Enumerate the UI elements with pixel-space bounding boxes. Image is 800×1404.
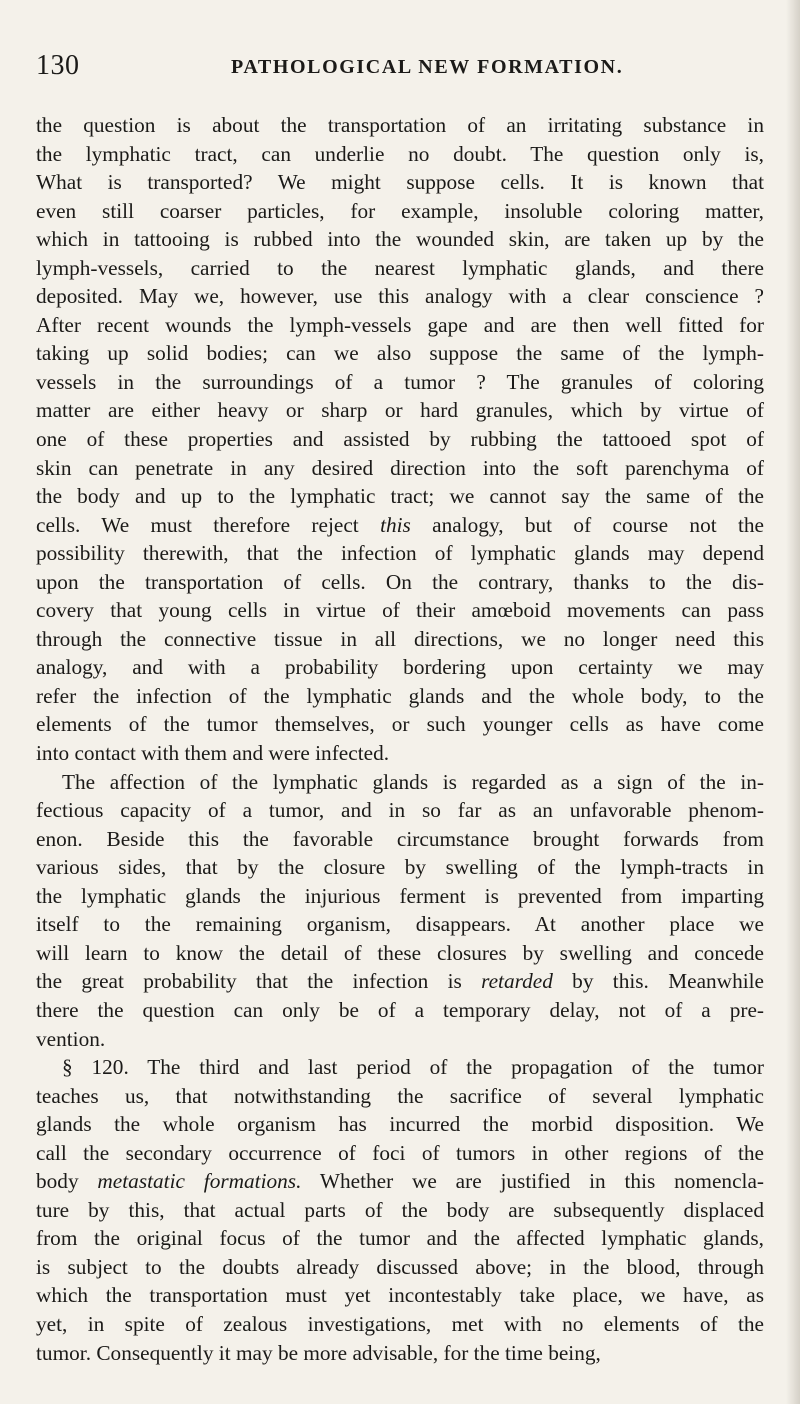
text-line: skin can penetrate in any desired direction into the soft parenchyma of (36, 455, 764, 480)
text-line: enon. Beside this the favorable circumstance brought forwards from (36, 826, 764, 851)
text-line: one of these properties and assisted by rubbing the tattooed spot of (36, 427, 764, 452)
text-line: into contact with them and were infected. (36, 741, 390, 766)
text-line (36, 967, 764, 996)
page-number: 130 (36, 50, 80, 81)
text-line: the lymphatic glands the injurious ferment is prevented from imparting (36, 883, 764, 908)
text-segment: cells. We must therefore reject (36, 512, 381, 537)
text-line: the body and up to the lymphatic tract; we cannot say the same of the (36, 484, 764, 509)
text-line: What is transported? We might suppose cells. It is known that (36, 170, 764, 195)
text-segment: the great probability that the infection is (36, 969, 482, 994)
text-line: is subject to the doubts already discussed above; in the blood, through (36, 1254, 764, 1279)
text-line: lymph-vessels, carried to the nearest lymphatic glands, and there (36, 255, 764, 280)
text-line: itself to the remaining organism, disappears. At another place we (36, 912, 764, 937)
text-segment: by this. Meanwhile (552, 969, 764, 994)
text-line: tumor. Consequently it may be more advisable, for the time being, (36, 1340, 601, 1365)
page-edge-shadow (786, 0, 800, 1404)
text-line: the lymphatic tract, can underlie no doubt. The question only is, (36, 141, 764, 166)
text-segment: Whether we are justified in this nomencla- (301, 1169, 764, 1194)
text-line: which the transportation must yet incontestably take place, we have, as (36, 1283, 764, 1308)
text-line: there the question can only be of a temporary delay, not of a pre- (36, 997, 764, 1022)
text-line: elements of the tumor themselves, or such younger cells as have come (36, 712, 764, 737)
text-line: will learn to know the detail of these closures by swelling and concede (36, 940, 764, 965)
text-line: through the connective tissue in all directions, we no longer need this (36, 626, 764, 651)
text-line: analogy, and with a probability bordering upon certainty we may (36, 655, 764, 680)
text-line: possibility therewith, that the infection of lymphatic glands may depend (36, 541, 764, 566)
text-line: vention. (36, 1026, 106, 1051)
text-line (36, 1167, 764, 1196)
text-line (36, 511, 764, 540)
text-line: various sides, that by the closure by swelling of the lymph-tracts in (36, 855, 764, 880)
text-line: vessels in the surroundings of a tumor ? The granules of coloring (36, 369, 764, 394)
italic-term: metastatic formations. (97, 1169, 302, 1194)
text-line: fectious capacity of a tumor, and in so far as an unfavorable phenom- (36, 798, 764, 823)
body-text (36, 111, 764, 1367)
running-title: PATHOLOGICAL NEW FORMATION. (231, 56, 624, 78)
text-line: glands the whole organism has incurred the morbid disposition. We (36, 1112, 764, 1137)
text-line: which in tattooing is rubbed into the wounded skin, are taken up by the (36, 227, 764, 252)
text-segment: analogy, but of course not the (410, 512, 764, 537)
text-line: covery that young cells in virtue of their amœboid movements can pass (36, 598, 764, 623)
text-line: The affection of the lymphatic glands is regarded as a sign of the in- (62, 769, 764, 794)
text-line: refer the infection of the lymphatic glands and the whole body, to the (36, 683, 764, 708)
text-line: § 120. The third and last period of the propagation of the tumor (62, 1055, 764, 1080)
text-line: After recent wounds the lymph-vessels gape and are then well fitted for (36, 312, 764, 337)
text-line: call the secondary occurrence of foci of tumors in other regions of the (36, 1140, 764, 1165)
text-line: matter are either heavy or sharp or hard granules, which by virtue of (36, 398, 764, 423)
text-line: even still coarser particles, for example, insoluble coloring matter, (36, 198, 764, 223)
text-line: the question is about the transportation of an irritating substance in (36, 113, 764, 137)
running-header (36, 50, 764, 90)
text-line: ture by this, that actual parts of the body are subsequently displaced (36, 1197, 764, 1222)
text-line: yet, in spite of zealous investigations, met with no elements of the (36, 1311, 764, 1336)
text-line: teaches us, that notwithstanding the sacrifice of several lymphatic (36, 1083, 764, 1108)
italic-term: this (380, 512, 411, 537)
text-line: upon the transportation of cells. On the contrary, thanks to the dis- (36, 569, 764, 594)
text-line: taking up solid bodies; can we also suppose the same of the lymph- (36, 341, 764, 366)
text-line: from the original focus of the tumor and the affected lymphatic glands, (36, 1226, 764, 1251)
italic-term: retarded (481, 969, 553, 994)
text-segment: body (36, 1169, 98, 1194)
text-line: deposited. May we, however, use this analogy with a clear conscience ? (36, 284, 764, 309)
